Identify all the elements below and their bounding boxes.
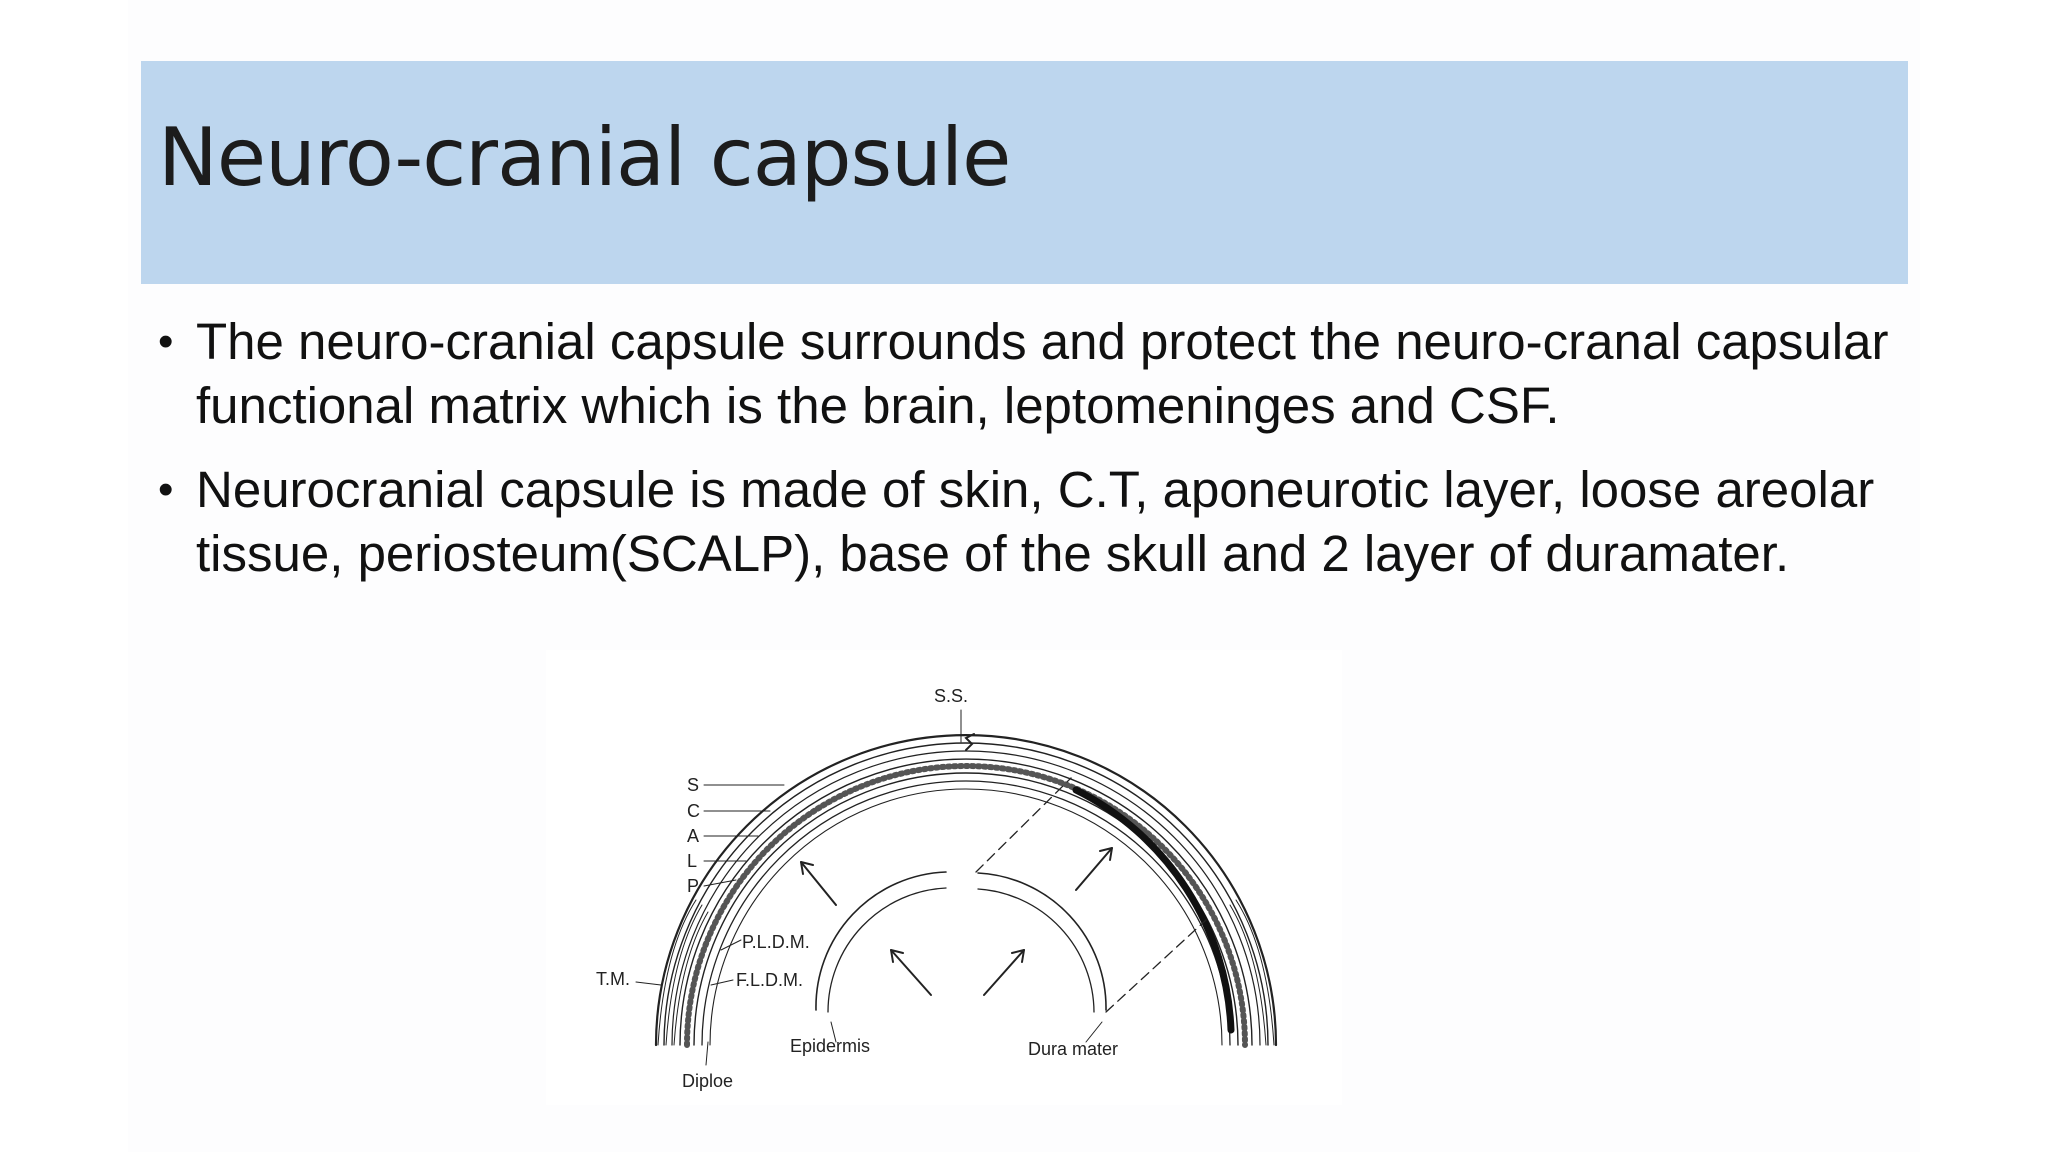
label-epidermis: Epidermis: [790, 1036, 871, 1056]
bullet-list: [150, 310, 1910, 606]
label-c: C: [687, 801, 700, 821]
bullet-item: [150, 310, 1910, 438]
bullet-icon: •: [158, 317, 174, 366]
skull-layers-diagram: [546, 650, 1342, 1105]
label-pldm: P.L.D.M.: [742, 932, 810, 952]
bullet-text: The neuro-cranial capsule surrounds and protect the neuro-cranal capsular functional matrix which is the brain, leptomeninges and CSF.: [196, 313, 1889, 434]
diagram-svg: [546, 650, 1342, 1105]
bullet-icon: •: [158, 465, 174, 514]
label-l: L: [687, 851, 698, 871]
label-p: P: [687, 876, 700, 896]
label-ss: S.S.: [934, 686, 969, 706]
bullet-text: Neurocranial capsule is made of skin, C.T, aponeurotic layer, loose areolar tissue, periosteum(SCALP), base of the skull and 2 layer of duramater.: [196, 461, 1875, 582]
label-dura-mater: Dura mater: [1028, 1039, 1119, 1059]
label-diploe: Diploe: [682, 1071, 734, 1091]
slide-title: Neuro-cranial capsule: [158, 111, 1011, 204]
label-a: A: [687, 826, 700, 846]
label-s: S: [687, 775, 700, 795]
bullet-item: [150, 458, 1910, 586]
label-fldm: F.L.D.M.: [736, 970, 804, 990]
label-tm: T.M.: [596, 969, 630, 989]
